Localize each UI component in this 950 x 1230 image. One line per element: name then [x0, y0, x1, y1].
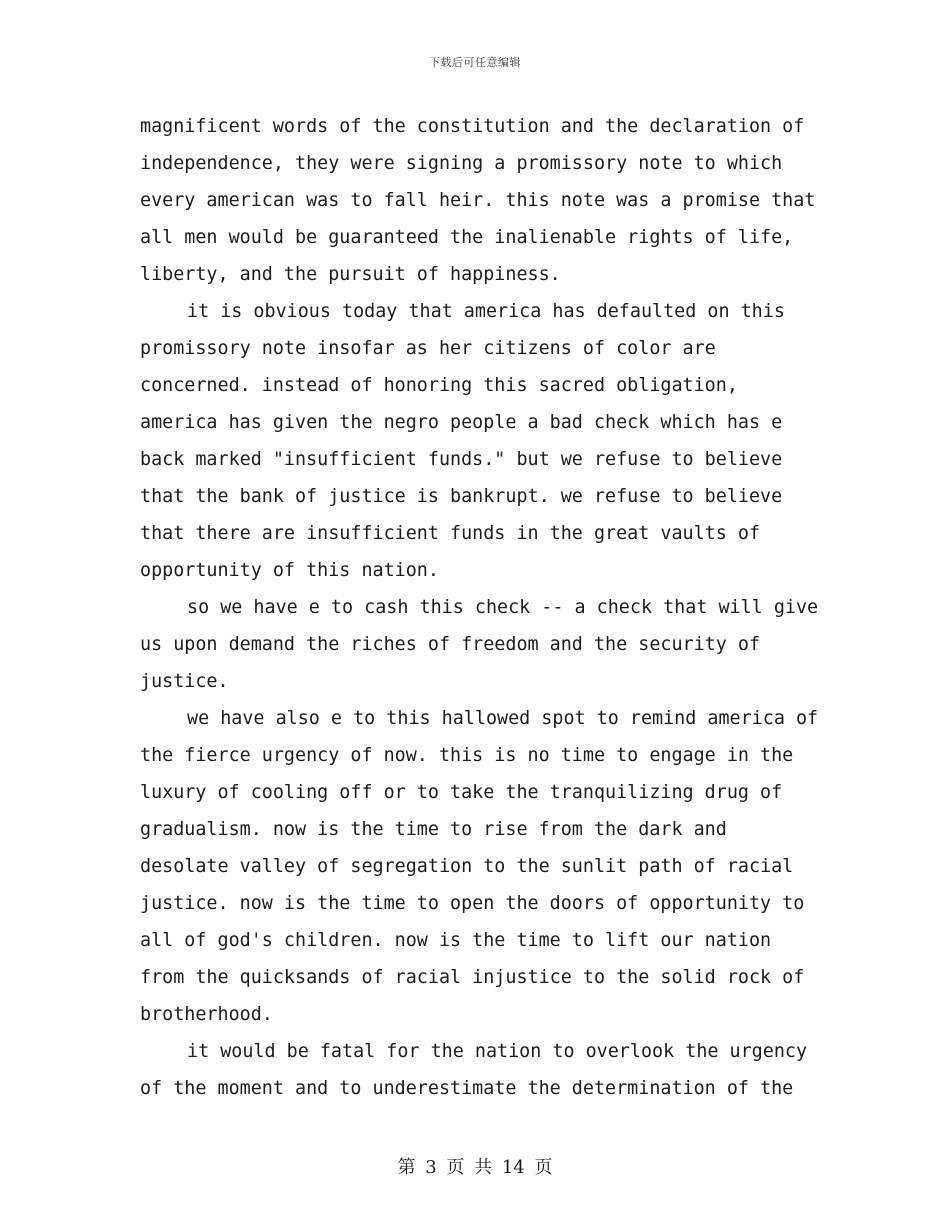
text-line: all of god's children. now is the time to lift our nation — [140, 930, 772, 951]
text-line: that there are insufficient funds in the great vaults of — [140, 523, 761, 544]
text-line: desolate valley of segregation to the sunlit path of racial — [140, 856, 794, 877]
text-line: back marked "insufficient funds." but we refuse to believe — [140, 449, 783, 470]
paragraph-first-line: it would be fatal for the nation to overlook the urgency — [187, 1041, 808, 1062]
paragraph-first-line: so we have e to cash this check -- a check that will give — [187, 597, 819, 618]
text-line: the fierce urgency of now. this is no time to engage in the — [140, 745, 794, 766]
text-line: all men would be guaranteed the inalienable rights of life, — [140, 227, 794, 248]
text-line: opportunity of this nation. — [140, 560, 439, 581]
text-line: justice. — [140, 671, 229, 692]
text-line: independence, they were signing a promissory note to which — [140, 153, 783, 174]
text-line: that the bank of justice is bankrupt. we refuse to believe — [140, 486, 783, 507]
text-line: concerned. instead of honoring this sacred obligation, — [140, 375, 738, 396]
text-line: liberty, and the pursuit of happiness. — [140, 264, 561, 285]
paragraph-first-line: it is obvious today that america has defaulted on this — [187, 301, 785, 322]
text-line: brotherhood. — [140, 1004, 273, 1025]
text-line: gradualism. now is the time to rise from the dark and — [140, 819, 727, 840]
page-footer: 第 3 页 共 14 页 — [397, 1157, 553, 1178]
document-body — [140, 108, 820, 1107]
paragraph-first-line: we have also e to this hallowed spot to remind america of — [187, 708, 819, 729]
text-line: us upon demand the riches of freedom and the security of — [140, 634, 761, 655]
text-line: america has given the negro people a bad check which has e — [140, 412, 783, 433]
text-line: every american was to fall heir. this note was a promise that — [140, 190, 816, 211]
page-header: 下载后可任意编辑 — [429, 56, 521, 69]
text-line: luxury of cooling off or to take the tranquilizing drug of — [140, 782, 783, 803]
text-line: magnificent words of the constitution and the declaration of — [140, 116, 805, 137]
text-line: from the quicksands of racial injustice to the solid rock of — [140, 967, 805, 988]
text-line: of the moment and to underestimate the determination of the — [140, 1078, 794, 1099]
text-line: justice. now is the time to open the doors of opportunity to — [140, 893, 805, 914]
text-line: promissory note insofar as her citizens of color are — [140, 338, 716, 359]
